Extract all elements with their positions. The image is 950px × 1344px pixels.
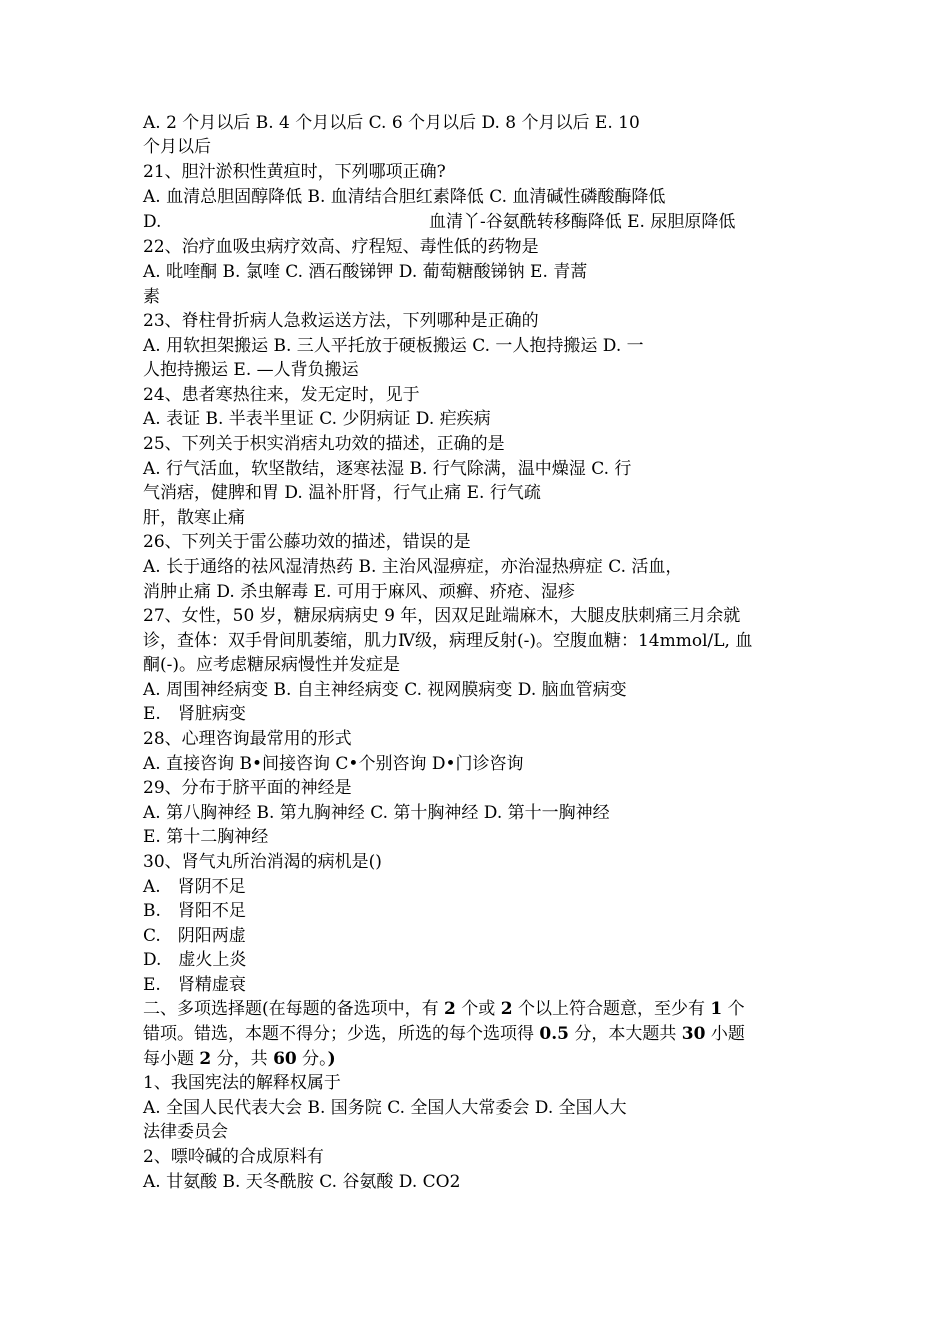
section2-number: 2 <box>199 1049 212 1069</box>
q30-option-e: E. 肾精虚衰 <box>143 975 246 995</box>
q27-question-line-2: 诊，查体：双手骨间肌萎缩，肌力Ⅳ级，病理反射(-)。空腹血糖：14mmol/L, 血 <box>143 631 753 651</box>
q30-question: 30、肾气丸所治消渴的病机是() <box>143 852 382 872</box>
section2-text: 分，本大题共 <box>568 1024 682 1044</box>
q25-question: 25、下列关于枳实消痞丸功效的描述，正确的是 <box>143 434 505 454</box>
section2-text: 错项。错选，本题不得分；少选，所选的每个选项得 <box>143 1024 540 1044</box>
q27-question-line-1: 27、女性，50 岁，糖尿病病史 9 年，因双足趾端麻木，大腿皮肤刺痛三月余就 <box>143 606 741 626</box>
section2-number: 1 <box>710 999 723 1019</box>
q29-options-line-1: A. 第八胸神经 B. 第九胸神经 C. 第十胸神经 D. 第十一胸神经 <box>143 803 610 823</box>
q28-question: 28、心理咨询最常用的形式 <box>143 729 352 749</box>
q21-option-d-label: D. <box>143 212 162 232</box>
q28-options: A. 直接咨询 B•间接咨询 C•个别咨询 D•门诊咨询 <box>143 754 524 774</box>
q25-options-line-2: 气消痞，健脾和胃 D. 温补肝肾，行气止痛 E. 行气疏 <box>143 483 541 503</box>
q27-question-line-3: 酮(-)。应考虑糖尿病慢性并发症是 <box>143 655 401 675</box>
q23-options-line-2: 人抱持搬运 E. —人背负搬运 <box>143 360 359 380</box>
q22-options-line-2: 素 <box>143 287 160 307</box>
section2-text: 个以上符合题意，至少有 <box>512 999 711 1019</box>
section2-number: 60 <box>273 1049 297 1069</box>
m1-options-line-2: 法律委员会 <box>143 1122 228 1142</box>
q27-options-line-1: A. 周围神经病变 B. 自主神经病变 C. 视网膜病变 D. 脑血管病变 <box>143 680 627 700</box>
q26-options-line-2: 消肿止痛 D. 杀虫解毒 E. 可用于麻风、顽癣、疥疮、湿疹 <box>143 582 575 602</box>
q20-options-line-2: 个月以后 <box>143 137 211 157</box>
q23-question: 23、脊柱骨折病人急救运送方法，下列哪种是正确的 <box>143 311 539 331</box>
section2-number: 0.5 <box>539 1024 569 1044</box>
section2-text: 分，共 <box>211 1049 274 1069</box>
q26-question: 26、下列关于雷公藤功效的描述，错误的是 <box>143 532 471 552</box>
q29-options-line-2: E. 第十二胸神经 <box>143 827 269 847</box>
q24-options: A. 表证 B. 半表半里证 C. 少阴病证 D. 疟疾病 <box>143 409 491 429</box>
section2-text: 小题 <box>705 1024 745 1044</box>
q30-option-a: A. 肾阴不足 <box>143 877 246 897</box>
m1-question: 1、我国宪法的解释权属于 <box>143 1073 341 1093</box>
section2-text: 分。 <box>296 1049 328 1069</box>
q24-question: 24、患者寒热往来，发无定时，见于 <box>143 385 420 405</box>
q22-question: 22、治疗血吸虫病疗效高、疗程短、毒性低的药物是 <box>143 237 539 257</box>
q30-option-d: D. 虚火上炎 <box>143 950 247 970</box>
q20-options-line-1: A. 2 个月以后 B. 4 个月以后 C. 6 个月以后 D. 8 个月以后 E. 10 <box>143 113 640 133</box>
m1-options-line-1: A. 全国人民代表大会 B. 国务院 C. 全国人大常委会 D. 全国人大 <box>143 1098 627 1118</box>
q23-options-line-1: A. 用软担架搬运 B. 三人平托放于硬板搬运 C. 一人抱持搬运 D. 一 <box>143 336 644 356</box>
section2-text: 二、多项选择题(在每题的备选项中，有 <box>143 999 445 1019</box>
q21-options-line-2: 血清丫-谷氨酰转移酶降低 E. 尿胆原降低 <box>429 212 736 232</box>
q25-options-line-3: 肝，散寒止痛 <box>143 508 245 528</box>
q29-question: 29、分布于脐平面的神经是 <box>143 778 352 798</box>
section2-text: 每小题 <box>143 1049 200 1069</box>
section2-heading-line-1 <box>143 997 745 1021</box>
q30-option-b: B. 肾阳不足 <box>143 901 246 921</box>
q25-options-line-1: A. 行气活血，软坚散结，逐寒祛湿 B. 行气除满，温中燥湿 C. 行 <box>143 459 632 479</box>
section2-heading-line-3 <box>143 1047 336 1071</box>
section2-number: 2 <box>444 999 456 1019</box>
m2-options: A. 甘氨酸 B. 天冬酰胺 C. 谷氨酸 D. CO2 <box>143 1172 461 1192</box>
q21-question: 21、胆汁淤积性黄疸时，下列哪项正确? <box>143 162 446 182</box>
q27-options-line-2: E. 肾脏病变 <box>143 704 246 724</box>
section2-heading-line-2 <box>143 1022 745 1046</box>
q21-options-line-1: A. 血清总胆固醇降低 B. 血清结合胆红素降低 C. 血清碱性磷酸酶降低 <box>143 187 666 207</box>
section2-text: 个或 <box>455 999 501 1019</box>
q26-options-line-1: A. 长于通络的祛风湿清热药 B. 主治风湿痹症，亦治湿热痹症 C. 活血， <box>143 557 683 577</box>
q30-option-c: C. 阴阳两虚 <box>143 926 246 946</box>
m2-question: 2、嘌呤碱的合成原料有 <box>143 1147 324 1167</box>
section2-number: 2 <box>500 999 513 1019</box>
section2-bracket: ) <box>327 1049 336 1069</box>
section2-number: 30 <box>681 1024 706 1044</box>
q22-options-line-1: A. 吡喹酮 B. 氯喹 C. 酒石酸锑钾 D. 葡萄糖酸锑钠 E. 青蒿 <box>143 262 588 282</box>
section2-text: 个 <box>722 999 745 1019</box>
